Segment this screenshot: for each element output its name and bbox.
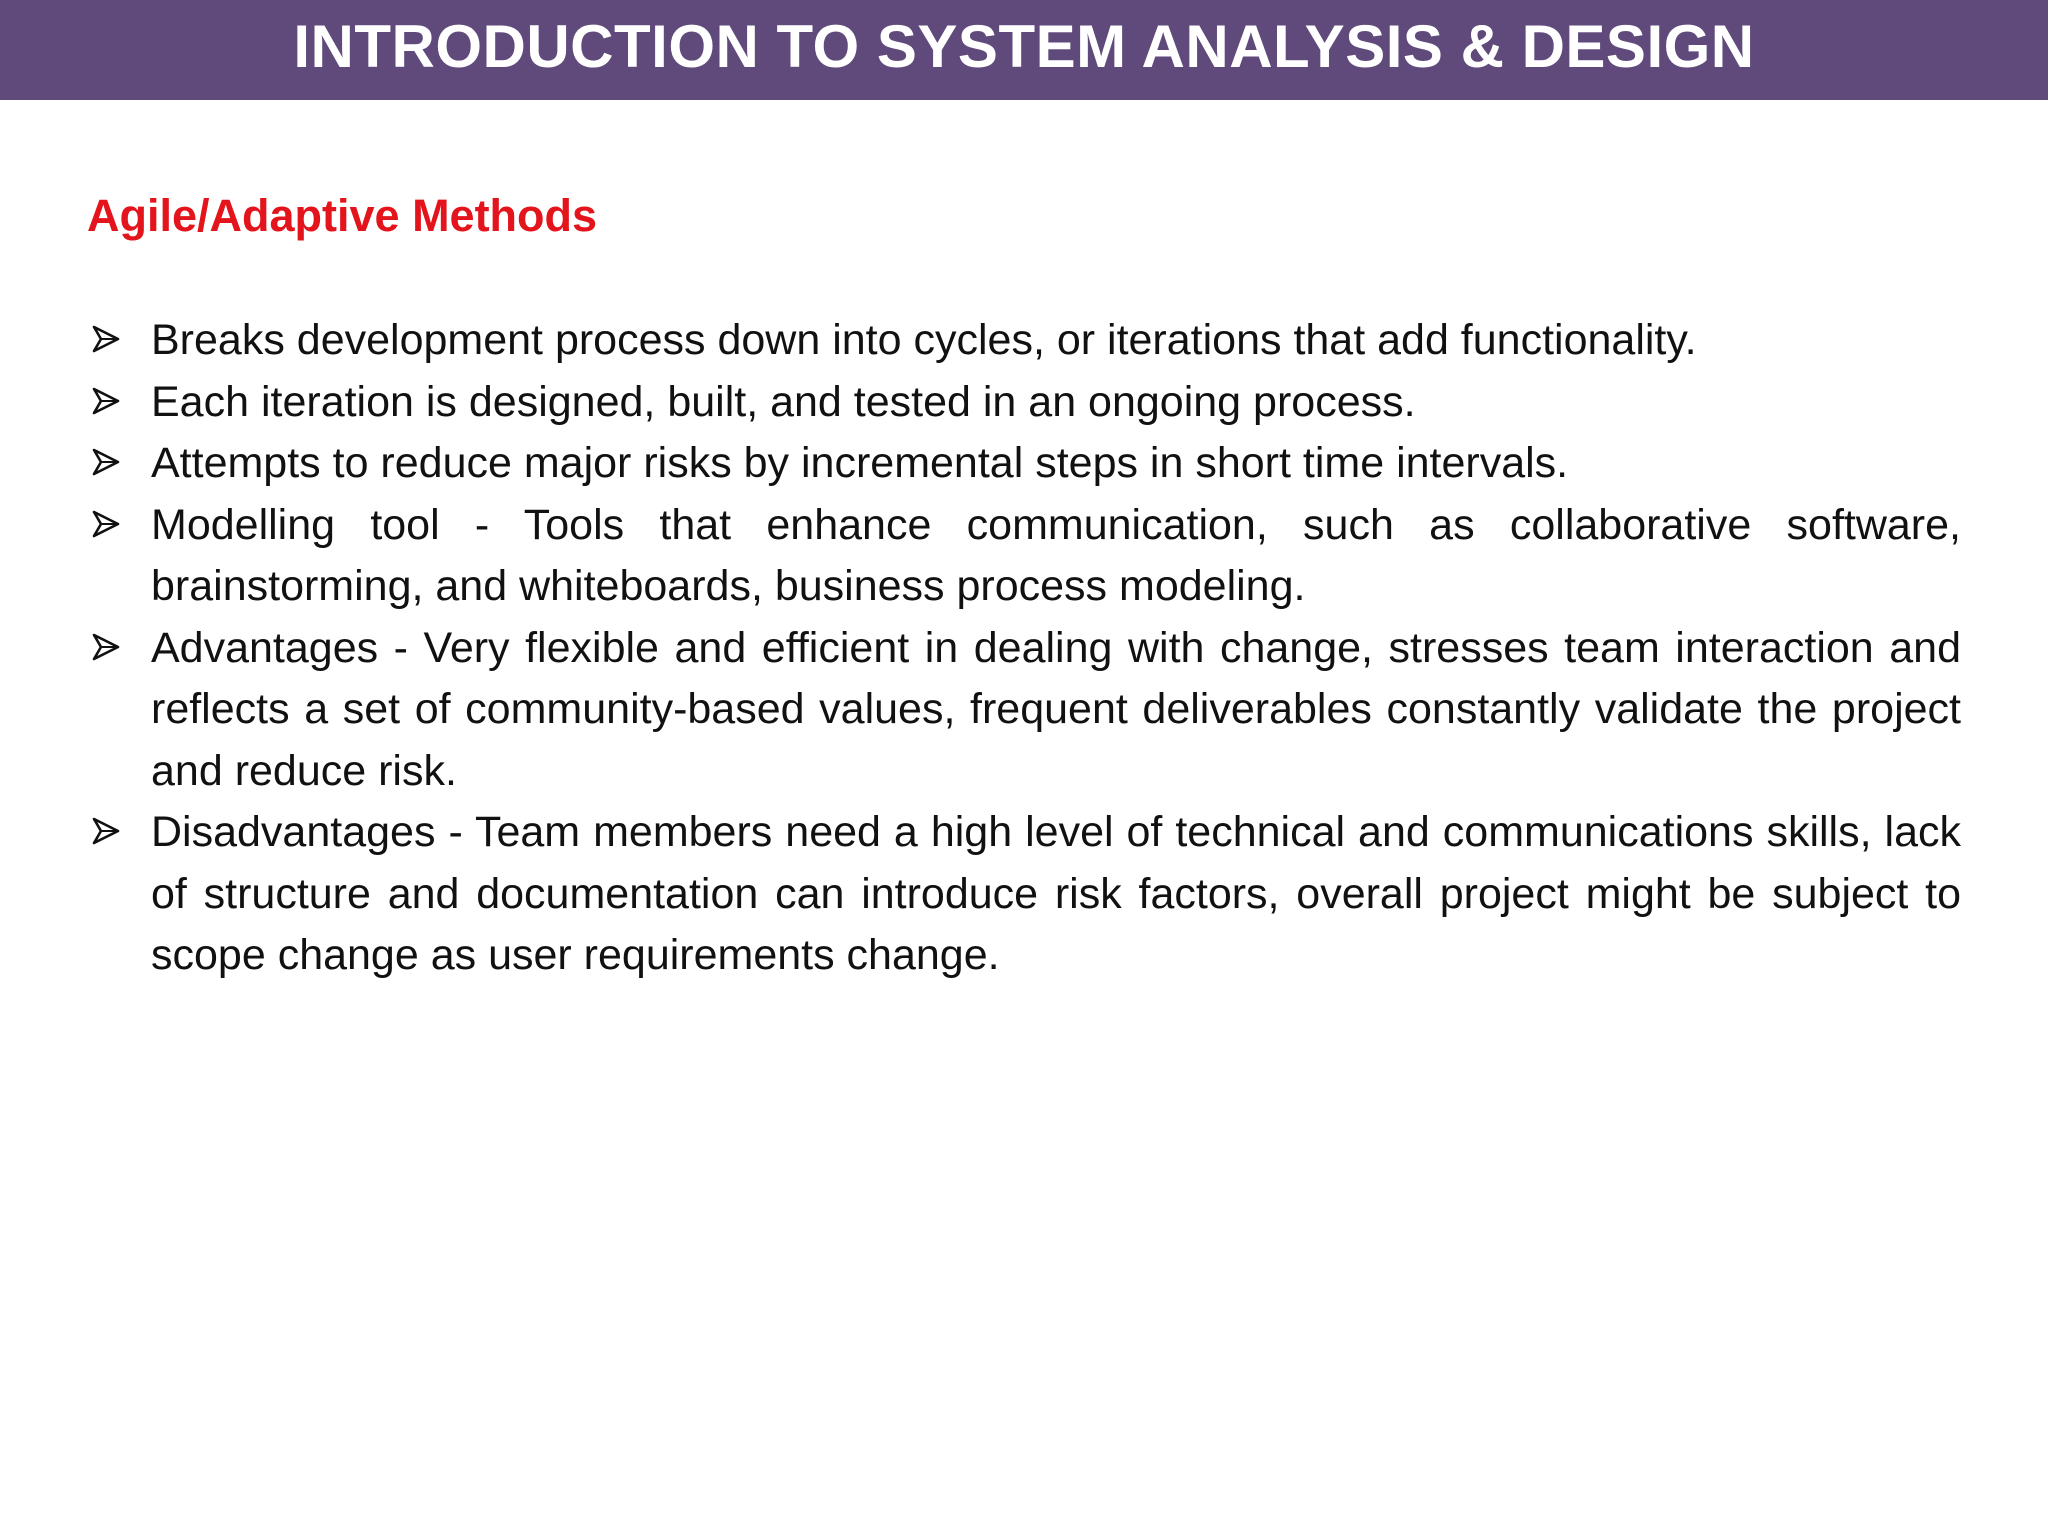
bullet-item <box>87 495 1961 618</box>
bullet-item <box>87 372 1961 434</box>
arrowhead-bullet-icon <box>91 447 121 477</box>
arrowhead-bullet-icon <box>91 816 121 846</box>
arrowhead-bullet-icon <box>91 632 121 662</box>
slide-title: INTRODUCTION TO SYSTEM ANALYSIS & DESIGN <box>293 13 1755 80</box>
bullet-item <box>87 433 1961 495</box>
arrowhead-bullet-icon <box>91 509 121 539</box>
bullet-text: Each iteration is designed, built, and tested in an ongoing process. <box>151 377 1416 426</box>
bullet-text: Advantages - Very flexible and efficient in dealing with change, stresses team interaction and reflects a set of community-based values, frequent deliverables constantly validate the project and reduce risk. <box>151 623 1961 795</box>
title-bar <box>0 0 2048 100</box>
bullet-text: Breaks development process down into cycles, or iterations that add functionality. <box>151 316 1697 364</box>
bullet-item <box>87 618 1961 803</box>
section-heading: Agile/Adaptive Methods <box>87 190 598 241</box>
bullet-text: Attempts to reduce major risks by incremental steps in short time intervals. <box>151 439 1569 487</box>
bullet-item <box>87 310 1961 372</box>
bullet-text: Modelling tool - Tools that enhance communication, such as collaborative software, brainstorming, and whiteboards, business process modeling. <box>151 500 1961 610</box>
bullet-item <box>87 802 1961 987</box>
arrowhead-bullet-icon <box>91 324 121 354</box>
arrowhead-bullet-icon <box>91 386 121 416</box>
bullet-list <box>87 310 1961 987</box>
bullet-text: Disadvantages - Team members need a high level of technical and communications skills, lack of structure and documentation can introduce risk factors, overall project might be subject to scope change as user requirements change. <box>151 808 1961 979</box>
